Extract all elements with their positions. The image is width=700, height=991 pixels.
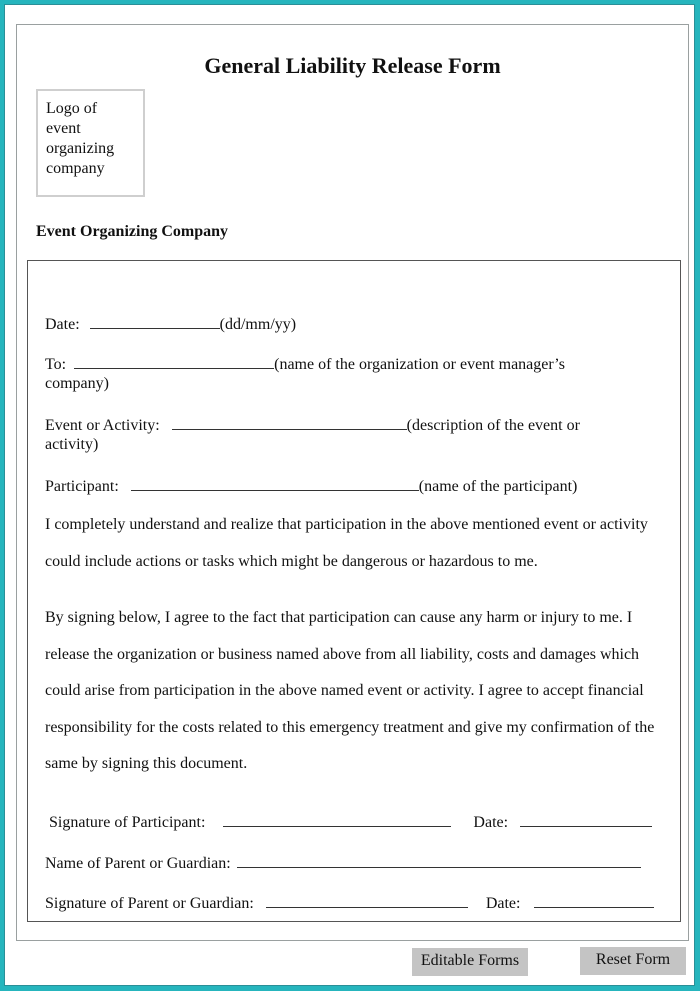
- event-label: Event or Activity:: [45, 417, 160, 434]
- parent-signature-label: Signature of Parent or Guardian:: [45, 895, 254, 912]
- participant-signature-label: Signature of Participant:: [49, 814, 206, 831]
- paragraph-understanding: I completely understand and realize that participation in the above mentioned event or activity could include actions or tasks which might be dangerous or hazardous to me.: [45, 516, 648, 570]
- participant-date-label: Date:: [473, 814, 509, 831]
- page-title: General Liability Release Form: [204, 53, 501, 78]
- parent-date-field[interactable]: [534, 893, 654, 908]
- event-hint-cont: activity): [45, 436, 99, 453]
- participant-date-field[interactable]: [520, 812, 652, 827]
- parent-signature-row: [45, 893, 654, 914]
- date-row: [45, 314, 296, 335]
- logo-text-line: company: [46, 160, 105, 177]
- event-hint: (description of the event or: [406, 417, 580, 434]
- participant-label: Participant:: [45, 478, 119, 495]
- event-row: [45, 415, 580, 436]
- reset-form-button[interactable]: Reset Form: [580, 947, 686, 975]
- paragraph-release: By signing below, I agree to the fact that participation can cause any harm or injury to me. I release the organization or business named above from all liability, costs and damages which could arise from participation in the above named event or activity. I agree to accept financial responsibility for the costs related to this emergency treatment and give my confirmation of the same by signing this document.: [45, 609, 655, 772]
- logo-text-line: Logo of: [46, 100, 98, 117]
- logo-text-line: organizing: [46, 140, 115, 157]
- date-field[interactable]: [90, 314, 220, 329]
- to-hint: (name of the organization or event manager’s: [274, 356, 565, 373]
- logo-placeholder: [36, 89, 145, 197]
- company-heading: Event Organizing Company: [36, 223, 229, 240]
- parent-name-row: [45, 853, 641, 874]
- to-label: To:: [45, 356, 67, 373]
- to-hint-cont: company): [45, 375, 109, 392]
- editable-forms-button[interactable]: Editable Forms: [412, 948, 528, 976]
- participant-hint: (name of the participant): [418, 478, 578, 495]
- participant-signature-row: [49, 812, 652, 833]
- form-page: [16, 24, 689, 941]
- to-field[interactable]: [74, 354, 274, 369]
- date-label: Date:: [45, 316, 80, 333]
- parent-name-field[interactable]: [237, 853, 641, 868]
- participant-field[interactable]: [131, 476, 419, 491]
- participant-signature-field[interactable]: [223, 812, 451, 827]
- event-field[interactable]: [172, 415, 407, 430]
- participant-row: [45, 476, 577, 497]
- parent-name-label: Name of Parent or Guardian:: [45, 855, 231, 872]
- page-frame: [4, 4, 695, 986]
- parent-date-label: Date:: [485, 895, 521, 912]
- release-form-box: [27, 260, 681, 922]
- date-hint: (dd/mm/yy): [219, 316, 297, 333]
- parent-signature-field[interactable]: [266, 893, 468, 908]
- to-row: [45, 354, 565, 375]
- logo-text-line: event: [46, 120, 81, 137]
